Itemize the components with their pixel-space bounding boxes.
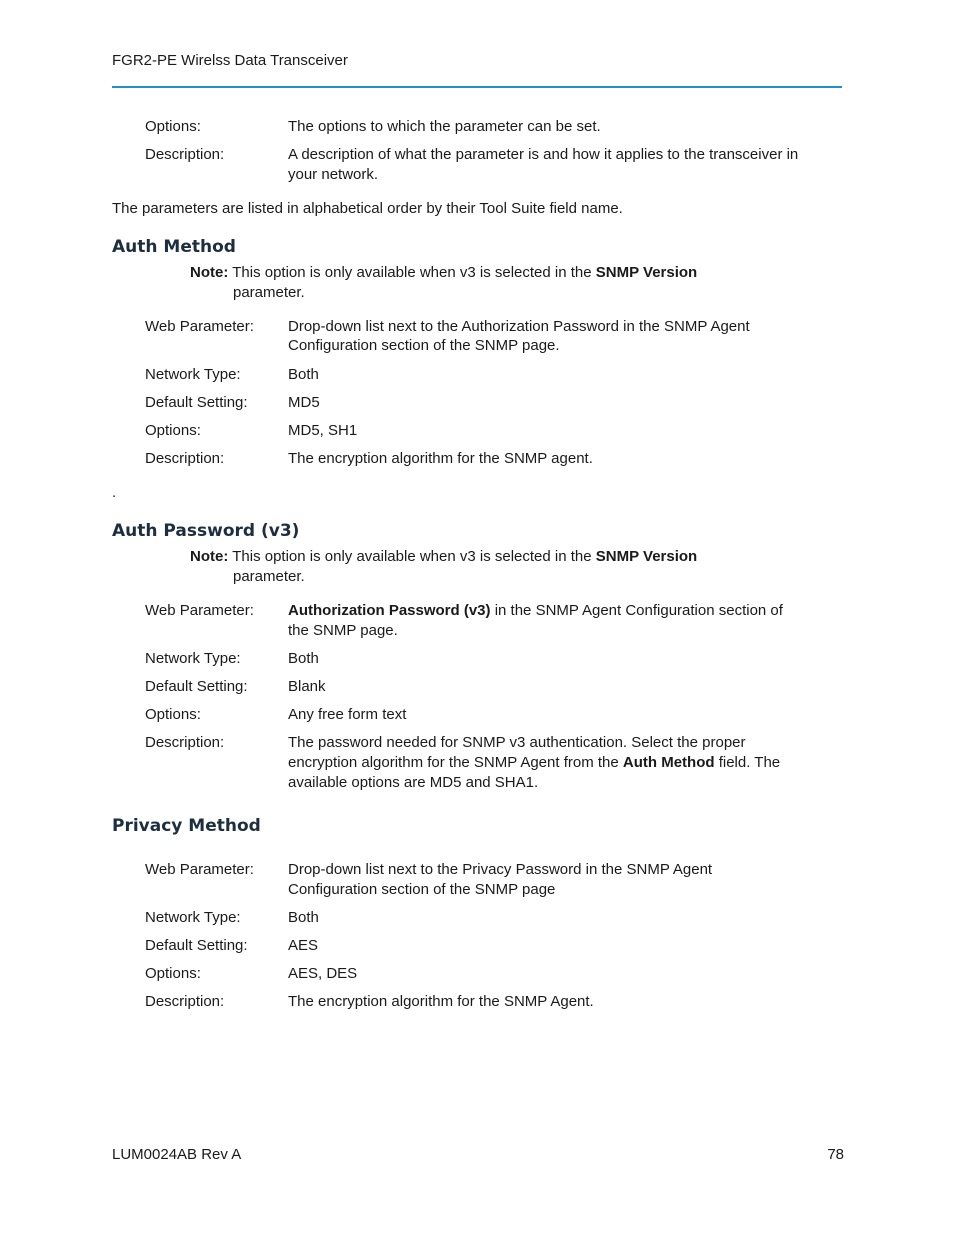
privacy-method-description: The encryption algorithm for the SNMP Agent.	[288, 993, 594, 1010]
note-bold-ref: SNMP Version	[595, 548, 698, 565]
description-bold-ref: Auth Method	[622, 754, 715, 771]
auth-password-note-line2: parameter.	[233, 568, 305, 585]
auth-password-network-type-label: Network Type:	[145, 650, 241, 667]
auth-password-description-label: Description:	[145, 734, 225, 751]
auth-password-description-line2	[288, 753, 780, 773]
auth-method-default-label: Default Setting:	[145, 394, 248, 411]
footer-doc-id: LUM0024AB Rev A	[112, 1146, 242, 1163]
auth-password-description-line1: The password needed for SNMP v3 authentication. Select the proper	[288, 734, 746, 751]
page-header-title: FGR2-PE Wirelss Data Transceiver	[112, 52, 348, 69]
auth-password-default: Blank	[288, 678, 326, 695]
auth-method-note	[190, 263, 697, 283]
header-rule	[112, 86, 842, 88]
privacy-method-default-label: Default Setting:	[145, 937, 248, 954]
privacy-method-web-param-line2: Configuration section of the SNMP page	[288, 881, 556, 898]
note-text: This option is only available when v3 is selected in the	[232, 548, 592, 565]
auth-password-web-param-line2: the SNMP page.	[288, 622, 398, 639]
intro-options-value: The options to which the parameter can be set.	[288, 118, 601, 135]
auth-method-description: The encryption algorithm for the SNMP agent.	[288, 450, 593, 467]
auth-method-default: MD5	[288, 394, 320, 411]
auth-password-network-type: Both	[288, 650, 319, 667]
stray-dot: .	[112, 484, 117, 501]
auth-method-web-param-line2: Configuration section of the SNMP page.	[288, 337, 560, 354]
privacy-method-default: AES	[288, 937, 319, 954]
web-param-bold: Authorization Password (v3)	[288, 602, 491, 619]
auth-password-default-label: Default Setting:	[145, 678, 248, 695]
auth-method-note-line2: parameter.	[233, 284, 305, 301]
order-note: The parameters are listed in alphabetical order by their Tool Suite field name.	[112, 200, 623, 217]
privacy-method-network-type: Both	[288, 909, 319, 926]
auth-password-options: Any free form text	[288, 706, 407, 723]
note-label: Note:	[190, 264, 229, 281]
auth-method-network-type: Both	[288, 366, 319, 383]
web-param-rest: in the SNMP Agent Configuration section of	[494, 602, 783, 619]
note-text: This option is only available when v3 is selected in the	[232, 264, 592, 281]
footer-page-number: 78	[827, 1146, 844, 1163]
auth-password-options-label: Options:	[145, 706, 201, 723]
auth-method-web-param-line1: Drop-down list next to the Authorization Password in the SNMP Agent	[288, 318, 750, 335]
privacy-method-options: AES, DES	[288, 965, 358, 982]
note-bold-ref: SNMP Version	[595, 264, 698, 281]
auth-method-description-label: Description:	[145, 450, 225, 467]
auth-method-web-param-label: Web Parameter:	[145, 318, 254, 335]
auth-password-note	[190, 547, 697, 567]
section-heading-privacy-method: Privacy Method	[112, 816, 261, 836]
auth-method-network-type-label: Network Type:	[145, 366, 241, 383]
privacy-method-description-label: Description:	[145, 993, 225, 1010]
privacy-method-web-param-line1: Drop-down list next to the Privacy Password in the SNMP Agent	[288, 861, 713, 878]
auth-method-options-label: Options:	[145, 422, 201, 439]
section-heading-auth-method: Auth Method	[112, 237, 236, 257]
auth-password-web-param-line1	[288, 601, 783, 621]
privacy-method-web-param-label: Web Parameter:	[145, 861, 254, 878]
privacy-method-options-label: Options:	[145, 965, 201, 982]
description-post: field. The	[718, 754, 781, 771]
description-pre: encryption algorithm for the SNMP Agent from the	[288, 754, 619, 771]
auth-method-options: MD5, SH1	[288, 422, 358, 439]
intro-description-line1: A description of what the parameter is and how it applies to the transceiver in	[288, 146, 799, 163]
auth-password-description-line3: available options are MD5 and SHA1.	[288, 774, 539, 791]
section-heading-auth-password: Auth Password (v3)	[112, 521, 300, 541]
intro-options-label: Options:	[145, 118, 201, 135]
note-label: Note:	[190, 548, 229, 565]
intro-description-line2: your network.	[288, 166, 379, 183]
intro-description-label: Description:	[145, 146, 225, 163]
privacy-method-network-type-label: Network Type:	[145, 909, 241, 926]
auth-password-web-param-label: Web Parameter:	[145, 602, 254, 619]
